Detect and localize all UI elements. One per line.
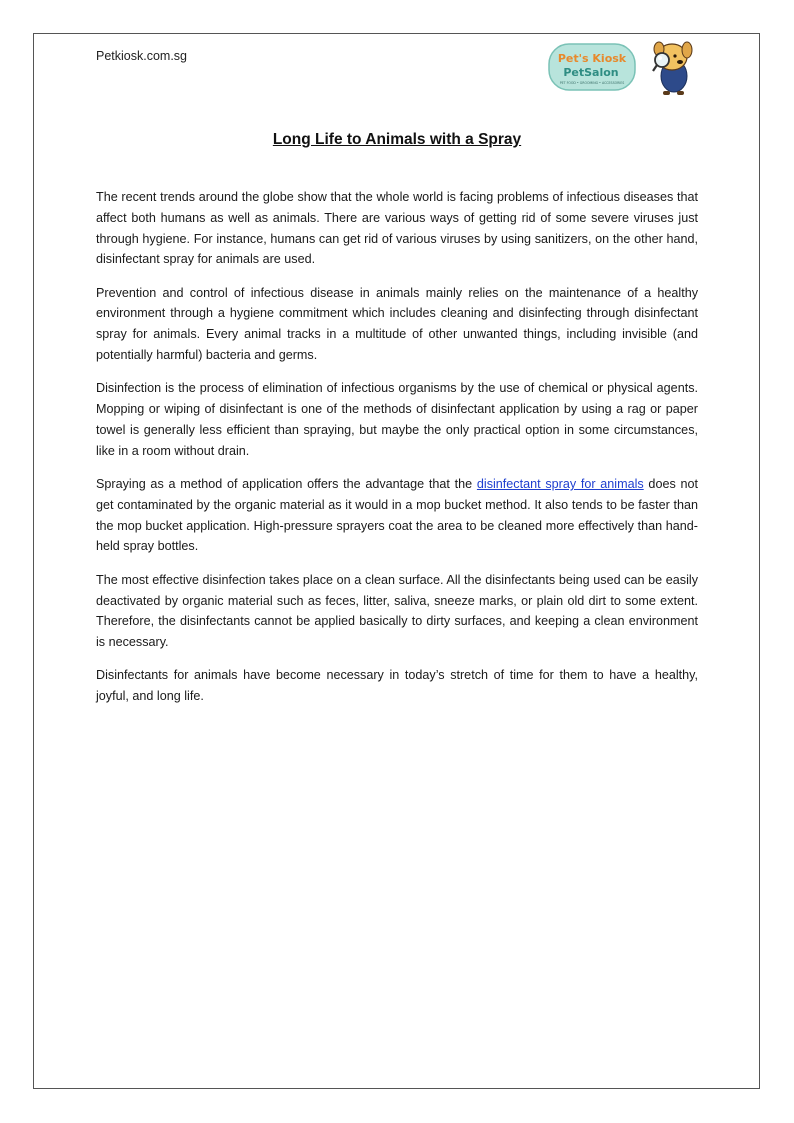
article-body: [96, 187, 698, 720]
paragraph-4-after-link: does not get contaminated by the organic material as it would in a mop bucket method. It also tends to be faster than the mop bucket application. High-pressure sprayers coat the area to be cleaned more effectively than hand-held spray bottles.: [96, 477, 698, 554]
paragraph-4-before-link: Spraying as a method of application offers the advantage that the: [96, 477, 477, 492]
logo-tagline: PET FOOD • GROOMING • ACCESSORIES: [559, 81, 625, 85]
logo-line1: Pet's Kiosk: [557, 52, 627, 65]
paragraph-3: Disinfection is the process of elimination of infectious organisms by the use of chemical or physical agents. Mopping or wiping of disinfectant is one of the methods of disinfectant application by using a rag or paper towel is generally less efficient than spraying, but maybe the only practical option in some circumstances, like in a room without drain.: [96, 381, 698, 458]
paragraph-2: Prevention and control of infectious disease in animals mainly relies on the maintenance of a healthy environment through a hygiene commitment which includes cleaning and disinfecting through disinfectant spray for animals. Every animal tracks in a multitude of other unwanted things, including invisible (and potentially harmful) bacteria and germs.: [96, 285, 698, 363]
article-title: Long Life to Animals with a Spray: [272, 131, 522, 148]
paragraph-4: [96, 474, 698, 557]
site-name: Petkiosk.com.sg: [96, 49, 188, 63]
dog-mascot-icon: [653, 42, 692, 95]
disinfectant-spray-link[interactable]: disinfectant spray for animals: [476, 477, 644, 492]
paragraph-5: The most effective disinfection takes place on a clean surface. All the disinfectants being used can be easily deactivated by organic material such as feces, litter, saliva, sneeze marks, or plain old dirt to some extent. Therefore, the disinfectants cannot be applied basically to dirty surfaces, and keeping a clean environment is necessary.: [96, 572, 698, 650]
paragraph-6: Disinfectants for animals have become necessary in today’s stretch of time for them to have a healthy, joyful, and long life.: [96, 668, 698, 704]
paragraph-1: The recent trends around the globe show that the whole world is facing problems of infectious diseases that affect both humans as well as animals. There are various ways of getting rid of some severe viruses just through hygiene. For instance, humans can get rid of various viruses by using sanitizers, on the other hand, disinfectant spray for animals are used.: [96, 190, 698, 267]
pets-kiosk-logo: [547, 38, 703, 100]
logo-line2: PetSalon: [563, 66, 619, 79]
